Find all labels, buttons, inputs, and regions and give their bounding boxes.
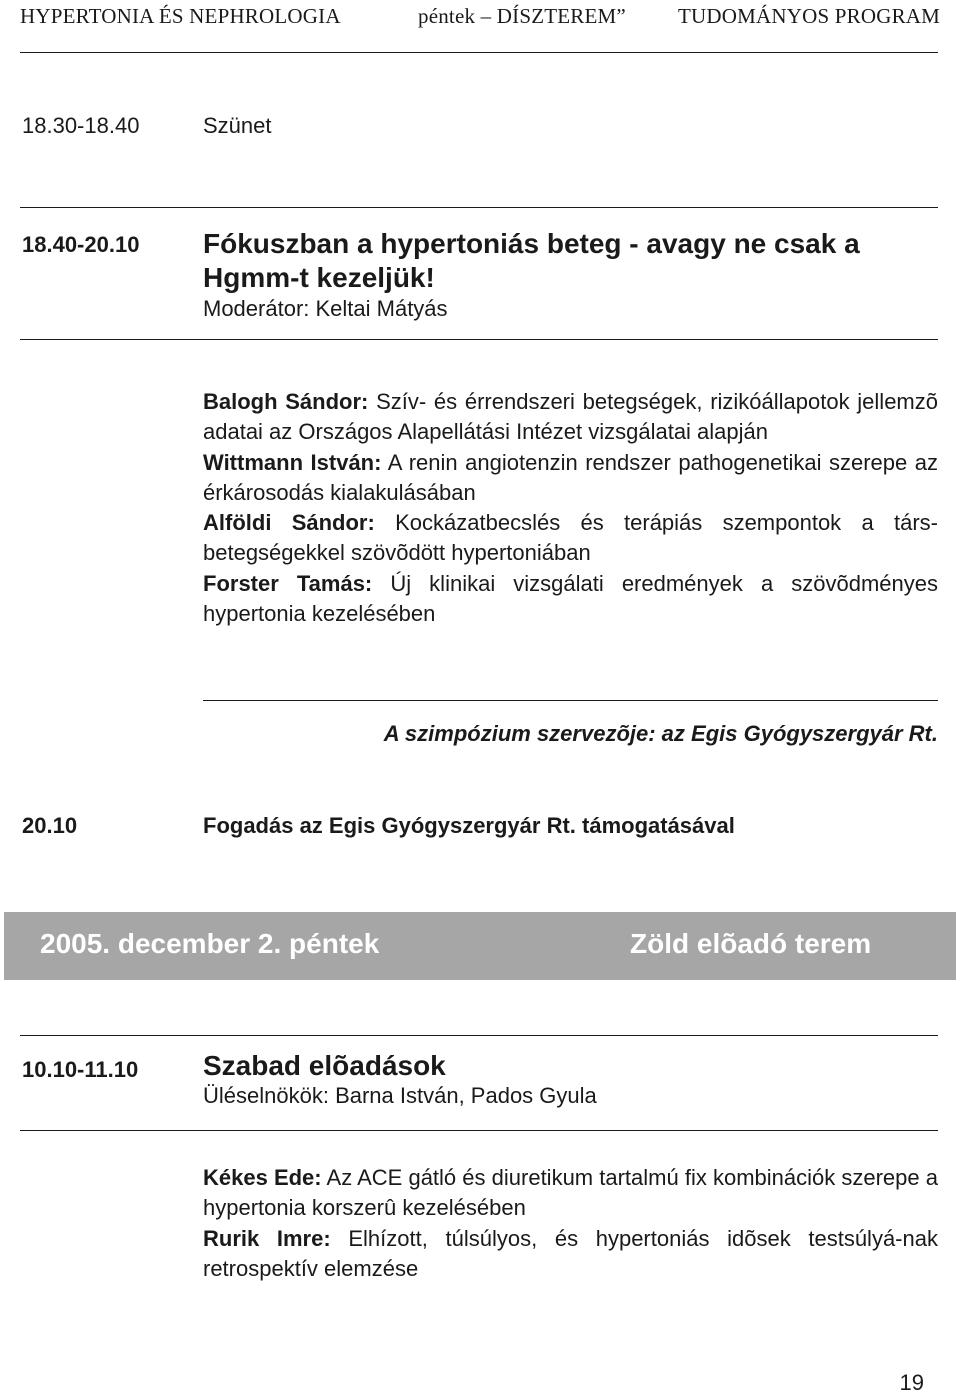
talk-title: Új klinikai vizsgálati eredmények a szövõdményes hypertonia kezelésében bbox=[203, 570, 938, 627]
free-talks-time: 10.10-11.10 bbox=[22, 1057, 139, 1082]
reception-time: 20.10 bbox=[22, 813, 78, 838]
organizer-rule bbox=[203, 700, 938, 701]
talk-item bbox=[203, 387, 938, 448]
free-talks-title: Szabad elõadások bbox=[203, 1050, 446, 1081]
banner-date: 2005. december 2. péntek bbox=[40, 928, 380, 959]
header-session-room: péntek – DÍSZTEREM” bbox=[418, 4, 626, 28]
symposium-time: 18.40-20.10 bbox=[22, 232, 140, 257]
talk-item bbox=[203, 448, 938, 509]
symposium-title: Fókuszban a hypertoniás beteg - avagy ne csak a Hgmm-t kezeljük! bbox=[203, 228, 860, 293]
symposium-heading bbox=[203, 227, 938, 324]
break-time: 18.30-18.40 bbox=[22, 113, 140, 138]
reception-label: Fogadás az Egis Gyógyszergyár Rt. támogatásával bbox=[203, 813, 735, 838]
talk-title: Kockázatbecslés és terápiás szempontok a társ-betegségekkel szövõdött hypertoniában bbox=[203, 510, 938, 566]
talk-title: A renin angiotenzin rendszer pathogenetikai szerepe az érkárosodás kialakulásában bbox=[203, 449, 938, 505]
talk-item bbox=[203, 1224, 938, 1285]
talk-speaker: Kékes Ede: bbox=[203, 1165, 322, 1190]
page-number: 19 bbox=[899, 1370, 924, 1395]
section-rule bbox=[20, 339, 938, 340]
symposium-talk-list bbox=[203, 387, 938, 629]
header-journal-title: HYPERTONIA ÉS NEPHROLOGIA bbox=[20, 4, 341, 28]
section-rule bbox=[20, 1035, 938, 1036]
talk-title: Szív- és érrendszeri betegségek, rizikóállapotok jellemzõ adatai az Országos Alapellátási Intézet vizsgálatai alapján bbox=[203, 389, 938, 445]
free-talk-list bbox=[203, 1163, 938, 1284]
header-rule bbox=[20, 52, 938, 53]
talk-title: Elhízott, túlsúlyos, és hypertoniás idõsek testsúlyá-nak retrospektív elemzése bbox=[203, 1225, 938, 1281]
talk-item bbox=[203, 1163, 938, 1224]
day-room-banner bbox=[4, 912, 956, 980]
free-talks-heading bbox=[203, 1049, 938, 1111]
talk-title: Az ACE gátló és diuretikum tartalmú fix kombinációk szerepe a hypertonia korszerû kezelésében bbox=[203, 1165, 938, 1221]
break-label: Szünet bbox=[203, 113, 272, 138]
section-rule bbox=[20, 207, 938, 208]
talk-item bbox=[203, 569, 938, 630]
talk-speaker: Balogh Sándor: bbox=[203, 389, 369, 414]
talk-speaker: Rurik Imre: bbox=[203, 1225, 331, 1251]
banner-room: Zöld elõadó terem bbox=[630, 928, 872, 959]
symposium-moderator: Moderátor: Keltai Mátyás bbox=[203, 296, 448, 321]
symposium-organizer: A szimpózium szervezõje: az Egis Gyógyszergyár Rt. bbox=[383, 721, 938, 746]
header-section-title: TUDOMÁNYOS PROGRAM bbox=[678, 4, 941, 28]
free-talks-chairs: Üléselnökök: Barna István, Pados Gyula bbox=[203, 1083, 597, 1108]
section-rule bbox=[20, 1130, 938, 1131]
talk-item bbox=[203, 508, 938, 569]
talk-speaker: Alföldi Sándor: bbox=[203, 510, 375, 536]
talk-speaker: Wittmann István: bbox=[203, 449, 382, 475]
talk-speaker: Forster Tamás: bbox=[203, 570, 373, 596]
